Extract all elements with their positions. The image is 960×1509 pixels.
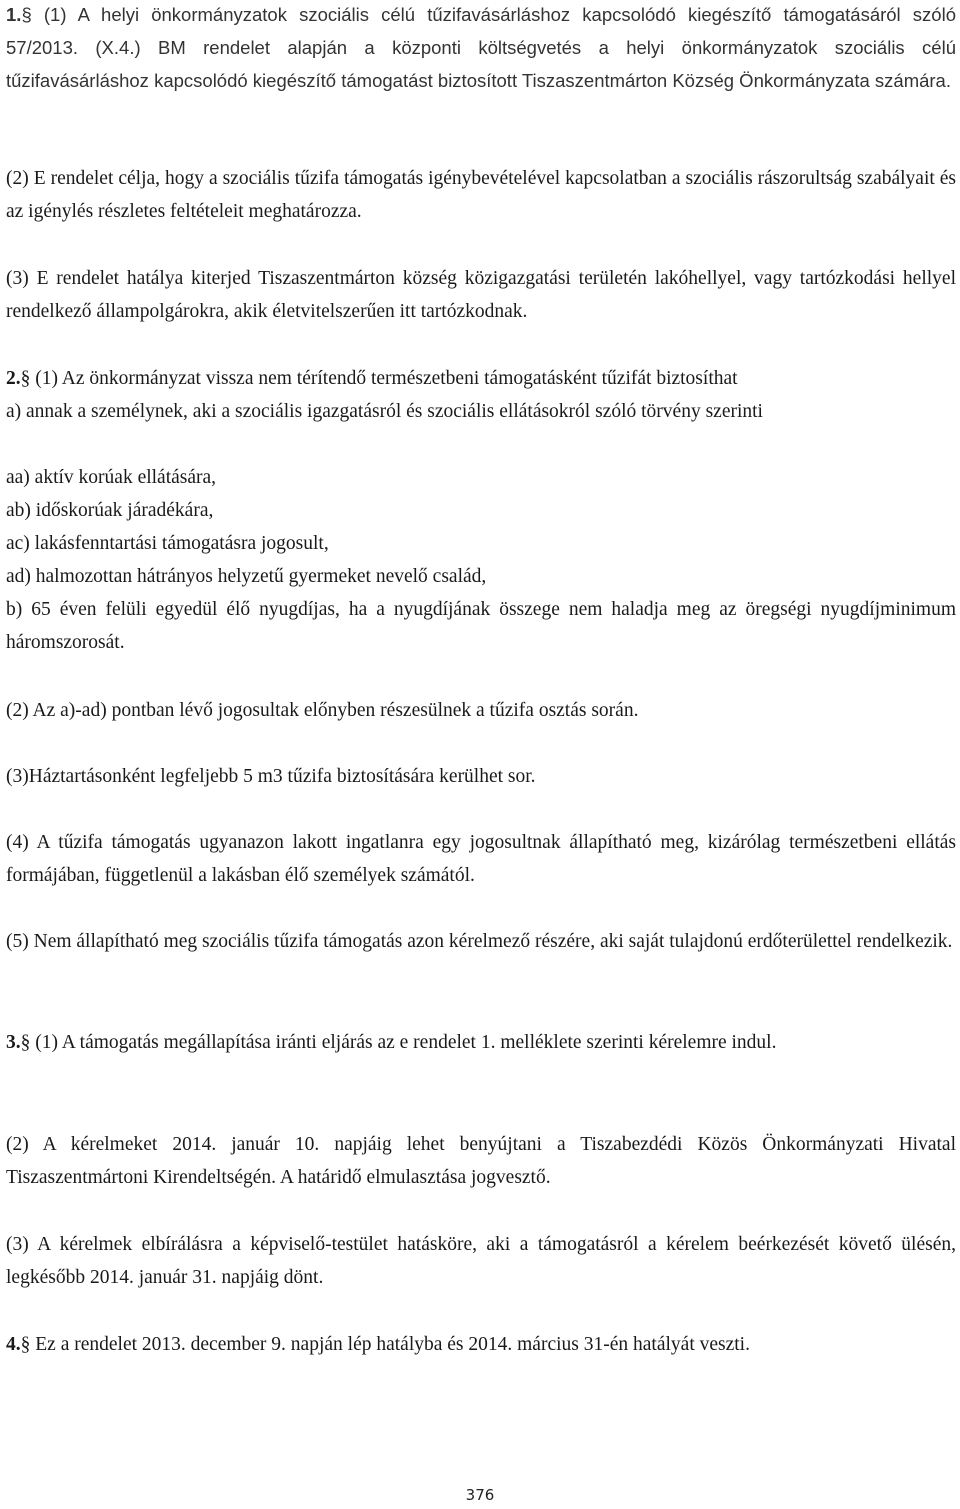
list-item-ac: ac) lakásfenntartási támogatásra jogosult,	[6, 533, 329, 554]
section-1-paragraph-2: (2) E rendelet célja, hogy a szociális tűzifa támogatás igénybevételével kapcsolatban a szociális rászorultság szabályait és az igénylés részletes feltételeit meghatározza.	[6, 168, 956, 222]
section-2-paragraph-3: (3)Háztartásonként legfeljebb 5 m3 tűzifa biztosítására kerülhet sor.	[6, 766, 536, 787]
section-3-paragraph-3: (3) A kérelmek elbírálásra a képviselő-testület hatásköre, aki a támogatásról a kérelem beérkezését követő ülésén, legkésőbb 2014. január 31. napjáig dönt.	[6, 1234, 956, 1288]
section-1-paragraph-1	[6, 0, 956, 97]
section-sign: §	[20, 1334, 31, 1355]
section-sign: §	[21, 4, 32, 25]
section-number: 2.	[6, 368, 21, 389]
paragraph-text: (1) Az önkormányzat vissza nem térítendő természetbeni támogatásként tűzifát biztosíthat	[35, 368, 738, 389]
paragraph-text: (1) A helyi önkormányzatok szociális célú tűzifavásárláshoz kapcsolódó kiegészítő támogatásáról szóló 57/2013. (X.4.) BM rendelet alapján a központi költségvetés a helyi önkormányzatok szociális célú tűzifavásárláshoz kapcsolódó kiegészítő támogatást biztosított Tiszaszentmárton Község Önkormányzata számára.	[6, 4, 956, 91]
section-3-paragraph-2: (2) A kérelmeket 2014. január 10. napjáig lehet benyújtani a Tiszabezdédi Közös Önkormányzati Hivatal Tiszaszentmártoni Kirendeltségén. A határidő elmulasztása jogvesztő.	[6, 1134, 956, 1188]
list-item-aa: aa) aktív korúak ellátására,	[6, 467, 217, 488]
paragraph-text: (1) A támogatás megállapítása iránti eljárás az e rendelet 1. melléklete szerinti kérelemre indul.	[35, 1032, 777, 1053]
section-4-paragraph-1	[6, 1328, 956, 1361]
section-number: 1.	[6, 4, 22, 25]
paragraph-text: Ez a rendelet 2013. december 9. napján lép hatályba és 2014. március 31-én hatályát veszti.	[35, 1334, 750, 1355]
list-item-a: a) annak a személynek, aki a szociális igazgatásról és szociális ellátásokról szóló törvény szerinti	[6, 401, 763, 422]
section-sign: §	[20, 1032, 31, 1053]
list-item-b: b) 65 éven felüli egyedül élő nyugdíjas, ha a nyugdíjának összege nem haladja meg az öregségi nyugdíjminimum háromszorosát.	[6, 599, 956, 653]
section-number: 3.	[6, 1032, 21, 1053]
list-item-ab: ab) időskorúak járadékára,	[6, 500, 214, 521]
section-2-paragraph-1	[6, 362, 956, 395]
section-number: 4.	[6, 1334, 21, 1355]
list-item-ad: ad) halmozottan hátrányos helyzetű gyermeket nevelő család,	[6, 566, 487, 587]
section-2-paragraph-5: (5) Nem állapítható meg szociális tűzifa támogatás azon kérelmező részére, aki saját tulajdonú erdőterülettel rendelkezik.	[6, 931, 953, 952]
section-2-paragraph-2: (2) Az a)-ad) pontban lévő jogosultak előnyben részesülnek a tűzifa osztás során.	[6, 700, 639, 721]
section-3-paragraph-1	[6, 1026, 956, 1059]
section-2-paragraph-4: (4) A tűzifa támogatás ugyanazon lakott ingatlanra egy jogosultnak állapítható meg, kizárólag természetbeni ellátás formájában, függetlenül a lakásban élő személyek számától.	[6, 832, 956, 886]
section-sign: §	[20, 368, 31, 389]
section-1-paragraph-3: (3) E rendelet hatálya kiterjed Tiszaszentmárton község közigazgatási területén lakóhellyel, vagy tartózkodási hellyel rendelkező állampolgárokra, akik életvitelszerűen itt tartózkodnak.	[6, 268, 956, 322]
page-number: 376	[465, 1486, 495, 1504]
